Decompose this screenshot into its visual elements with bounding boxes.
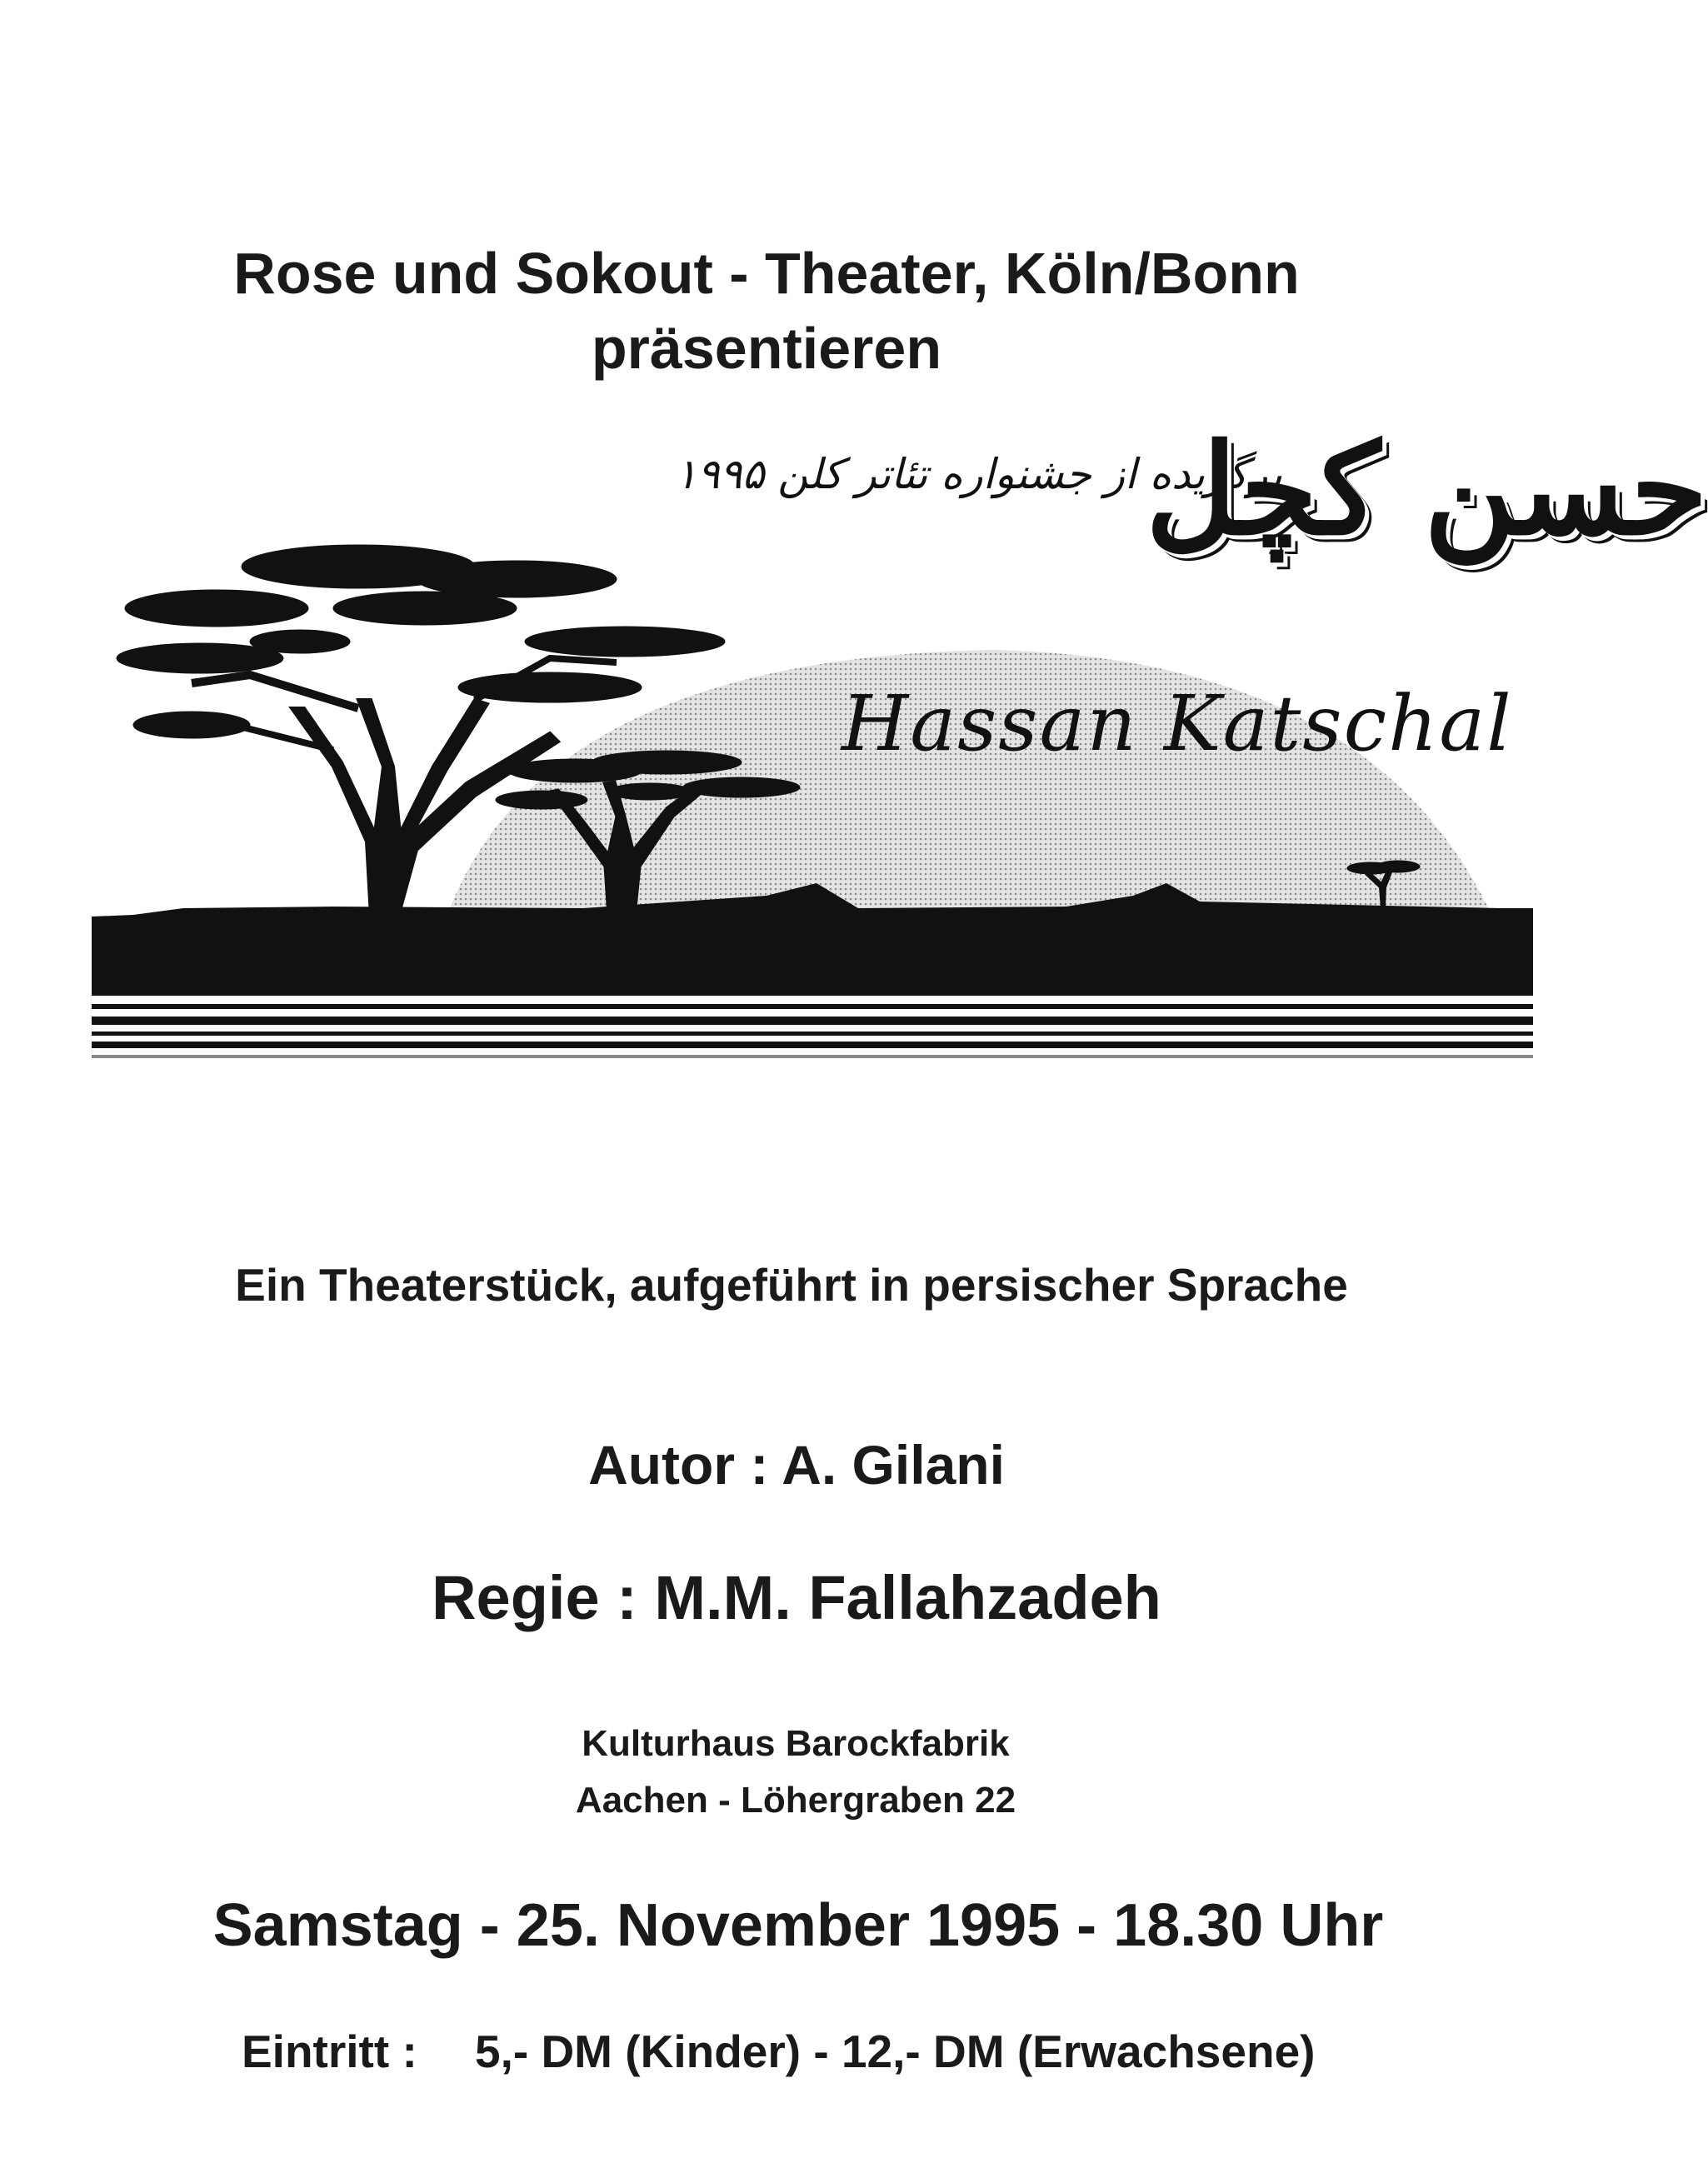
persian-title: حسن کچل xyxy=(1146,417,1708,563)
presenting-line: präsentieren xyxy=(591,316,942,381)
date-time-line: Samstag - 25. November 1995 - 18.30 Uhr xyxy=(212,1892,1384,1959)
venue-name: Kulturhaus Barockfabrik xyxy=(582,1723,1010,1764)
admission-label: Eintritt : xyxy=(242,2026,417,2077)
admission-prices: 5,- DM (Kinder) - 12,- DM (Erwachsene) xyxy=(475,2026,1316,2077)
admission-line xyxy=(242,2025,1315,2078)
venue-address: Aachen - Löhergraben 22 xyxy=(575,1780,1016,1821)
persian-subtitle: برگزیده از جشنواره تئاتر کلن ۱۹۹۵ xyxy=(675,450,1283,498)
play-subtitle: Ein Theaterstück, aufgeführt in persischer Sprache xyxy=(235,1259,1348,1311)
presenter-line: Rose und Sokout - Theater, Köln/Bonn xyxy=(233,241,1300,306)
latin-title: Hassan Katschal xyxy=(842,679,1513,768)
director-line: Regie : M.M. Fallahzadeh xyxy=(432,1563,1161,1632)
author-line: Autor : A. Gilani xyxy=(588,1434,1005,1496)
savanna-illustration-icon xyxy=(83,517,1533,1075)
